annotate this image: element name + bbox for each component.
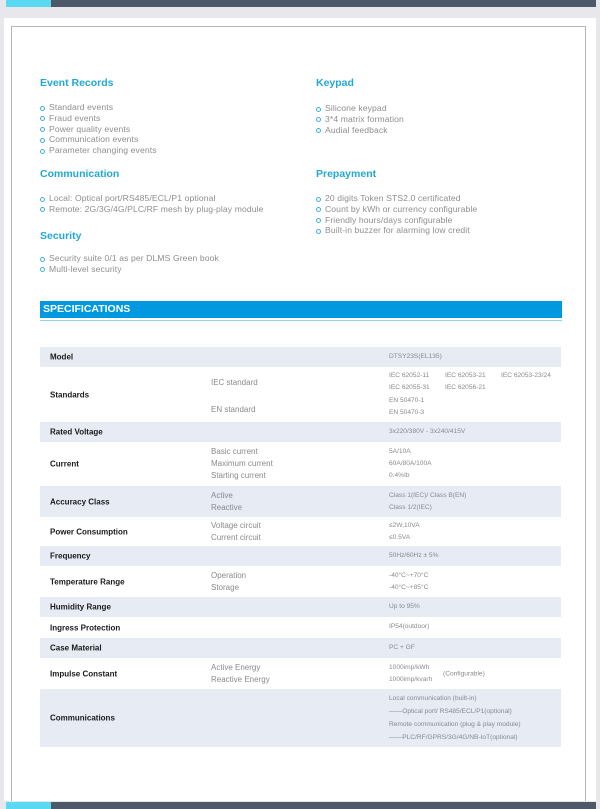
spec-row-power-consumption [40,517,561,546]
spec-values: PC + GF [389,643,415,651]
spec-name: Current [50,459,79,469]
spec-name: Case Material [50,643,102,653]
spec-row-temperature-range [40,566,561,597]
list-item: 20 digits Token STS2.0 certificated [316,193,477,204]
list-item: Remote: 2G/3G/4G/PLC/RF mesh by plug-play module [40,204,263,215]
prepayment-list [316,193,477,236]
spec-values: Class 1(IEC)/ Class B(EN) Class 1/2(IEC) [389,491,467,511]
top-bar [6,0,596,7]
spec-row-humidity-range [40,597,561,617]
keypad-title: Keypad [316,77,354,89]
bullet-icon [40,207,45,212]
spec-name: Ingress Protection [50,623,121,632]
spec-values: Local communication (built-in) ——Optical port/ RS485/ECL/P1(optional) Remote communication (plug & play module) ——PLC/RF/GPRS/3G/4G/NB-IoT(optional) [389,695,521,741]
bottom-bar [6,802,596,809]
security-list [40,253,219,275]
bullet-icon [316,229,321,234]
spec-name: Frequency [50,551,91,561]
spec-values: 3x220/380V - 3x240/415V [389,427,466,435]
list-item: Parameter changing events [40,145,157,156]
spec-row-current [40,442,561,486]
spec-row-model [40,347,561,367]
list-item: Security suite 0/1 as per DLMS Green book [40,253,219,264]
spec-values: 1000imp/kWh 1000imp/kvarh [389,663,433,683]
spec-name: Rated Voltage [50,427,103,437]
bullet-icon [40,116,45,121]
top-bar-accent [6,0,51,7]
bullet-icon [40,257,45,262]
spec-row-case-material [40,638,561,658]
bullet-icon [316,207,321,212]
list-item: Power quality events [40,124,157,135]
spec-row-frequency [40,546,561,566]
bullet-icon [316,107,321,112]
spec-subs: Active Reactive [211,490,243,512]
spec-name: Humidity Range [50,602,111,612]
list-item: Silicone keypad [316,103,404,114]
list-item: Audial feedback [316,125,404,136]
keypad-list [316,103,404,135]
bullet-icon [40,106,45,111]
spec-row-rated-voltage [40,422,561,442]
spec-values: 50Hz/60Hz ± 5% [389,551,439,559]
specifications-header: SPECIFICATIONS [40,301,562,318]
spec-row-standards [40,367,561,422]
spec-values: DTSY23S(EL135) [389,352,442,360]
communication-title: Communication [40,168,120,180]
spec-row-impulse-constant [40,658,561,689]
spec-subs: Voltage circuit Current circuit [211,520,261,542]
event-records-list [40,102,157,156]
communication-list [40,193,263,215]
spec-name: Model [50,352,74,362]
event-records-title: Event Records [40,77,114,89]
bullet-icon [40,138,45,143]
spec-name: Impulse Constant [50,669,118,678]
list-item: Local: Optical port/RS485/ECL/P1 optional [40,193,263,204]
spec-values: Up to 95% [389,602,420,610]
bullet-icon [40,127,45,132]
list-item: Standard events [40,102,157,113]
spec-values: -40°C~+70°C -40°C~+85°C [389,571,429,591]
spec-name: Standards [50,390,90,399]
bottom-bar-accent [6,802,51,809]
bullet-icon [316,117,321,122]
spec-values: IP54(outdoor) [389,623,430,631]
spec-name: Accuracy Class [50,497,110,506]
bullet-icon [40,197,45,202]
spec-values: ≤2W,10VA ≤0.5VA [389,521,420,541]
spec-subs: Operation Storage [211,570,247,592]
spec-row-ingress-protection [40,617,561,638]
bullet-icon [316,128,321,133]
spec-row-accuracy-class [40,486,561,517]
spec-name: Temperature Range [50,577,125,586]
list-item: Count by kWh or currency configurable [316,204,477,215]
spec-subs: IEC standard EN standard [211,377,258,415]
list-item: Multi-level security [40,264,219,275]
spec-subs: Active Energy Reactive Energy [211,662,270,684]
spec-row-communications [40,689,561,747]
spec-subs: Basic current Maximum current Starting current [211,447,273,480]
specifications-table [40,347,561,747]
bullet-icon [40,267,45,272]
list-item: Fraud events [40,113,157,124]
bullet-icon [40,149,45,154]
specifications-divider [40,320,562,321]
configurable-note: (Configurable) [443,670,485,677]
list-item: Built-in buzzer for alarming low credit [316,225,477,236]
security-title: Security [40,230,82,242]
list-item: 3*4 matrix formation [316,114,404,125]
bullet-icon [316,197,321,202]
spec-values: 5A/10A 60A/80A/100A 0.4%Ib [389,448,432,479]
list-item: Friendly hours/days configurable [316,215,477,226]
spec-name: Power Consumption [50,527,128,536]
bullet-icon [316,218,321,223]
list-item: Communication events [40,134,157,145]
spec-values: IEC 62052-11 IEC 62053-21 IEC 62053-23/24 IEC 62055-31 IEC 62056-21 EN 50470-1 EN 50470-3 [389,371,551,416]
spec-name: Communications [50,713,115,723]
prepayment-title: Prepayment [316,168,377,180]
